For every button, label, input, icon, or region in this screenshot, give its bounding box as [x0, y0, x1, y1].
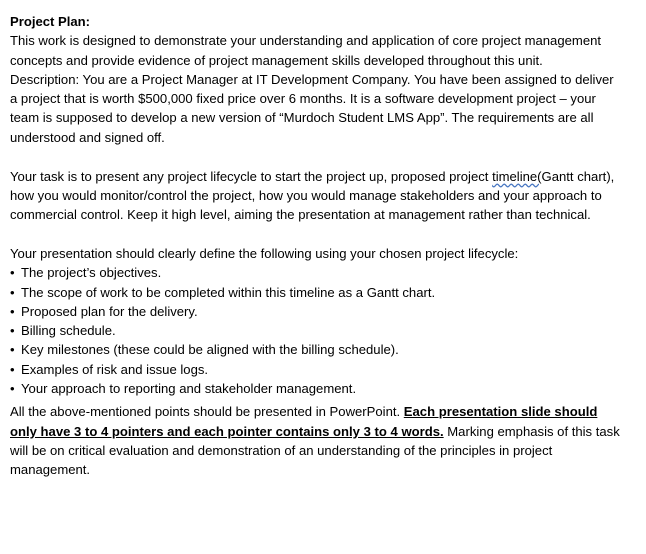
bullet-icon: • [10, 381, 15, 397]
bullet-icon: • [10, 265, 15, 281]
bullet-icon: • [10, 361, 15, 377]
task-paragraph [10, 167, 622, 225]
blank-line [10, 147, 622, 167]
list-item: • Key milestones (these could be aligned with the billing schedule). [10, 340, 622, 359]
description-paragraph: Description: You are a Project Manager at IT Development Company. You have been assigned to deliver a project that is worth $500,000 fixed price over 6 months. It is a software development project – your team is supposed to develop a new version of “Murdoch Student LMS App”. The requirements are all understood and signed off. [10, 71, 614, 145]
list-item: • The project’s objectives. [10, 263, 622, 282]
task-text-start: Your task is to present any project lifecycle to start the project up, proposed project [10, 168, 493, 184]
document-body [10, 12, 622, 480]
bullet-icon: • [10, 303, 15, 319]
bullet-icon: • [10, 342, 15, 358]
document-title: Project Plan: [10, 14, 91, 29]
requirements-list [10, 263, 622, 398]
list-item: • Examples of risk and issue logs. [10, 360, 622, 379]
list-intro: Your presentation should clearly define the following using your chosen project lifecycle: [10, 245, 519, 261]
list-item: • The scope of work to be completed within this timeline as a Gantt chart. [10, 283, 622, 302]
spellcheck-flagged-word: timeline( [492, 168, 542, 184]
list-item: • Billing schedule. [10, 321, 622, 340]
list-item: • Proposed plan for the delivery. [10, 302, 622, 321]
emphasis-text: Each presentation slide should only have 3 to 4 pointers and each pointer contains only 3 to 4 words. [10, 404, 598, 439]
task-text-end: Gantt chart), how you would monitor/control the project, how you would manage stakeholders and your approach to commercial control. Keep it high level, aiming the presentation at management rather than technical. [10, 168, 615, 223]
bullet-icon: • [10, 323, 15, 339]
closing-text-end: Marking emphasis of this task will be on critical evaluation and demonstration of an understanding of the principles in project management. [10, 423, 620, 478]
intro-paragraph: This work is designed to demonstrate your understanding and application of core project management concepts and provide evidence of project management skills developed throughout this unit. [10, 33, 602, 68]
closing-text-start: All the above-mentioned points should be presented in PowerPoint. [10, 404, 404, 420]
blank-line [10, 224, 622, 244]
bullet-icon: • [10, 284, 15, 300]
closing-paragraph [10, 402, 622, 479]
list-item: • Your approach to reporting and stakeholder management. [10, 379, 622, 398]
